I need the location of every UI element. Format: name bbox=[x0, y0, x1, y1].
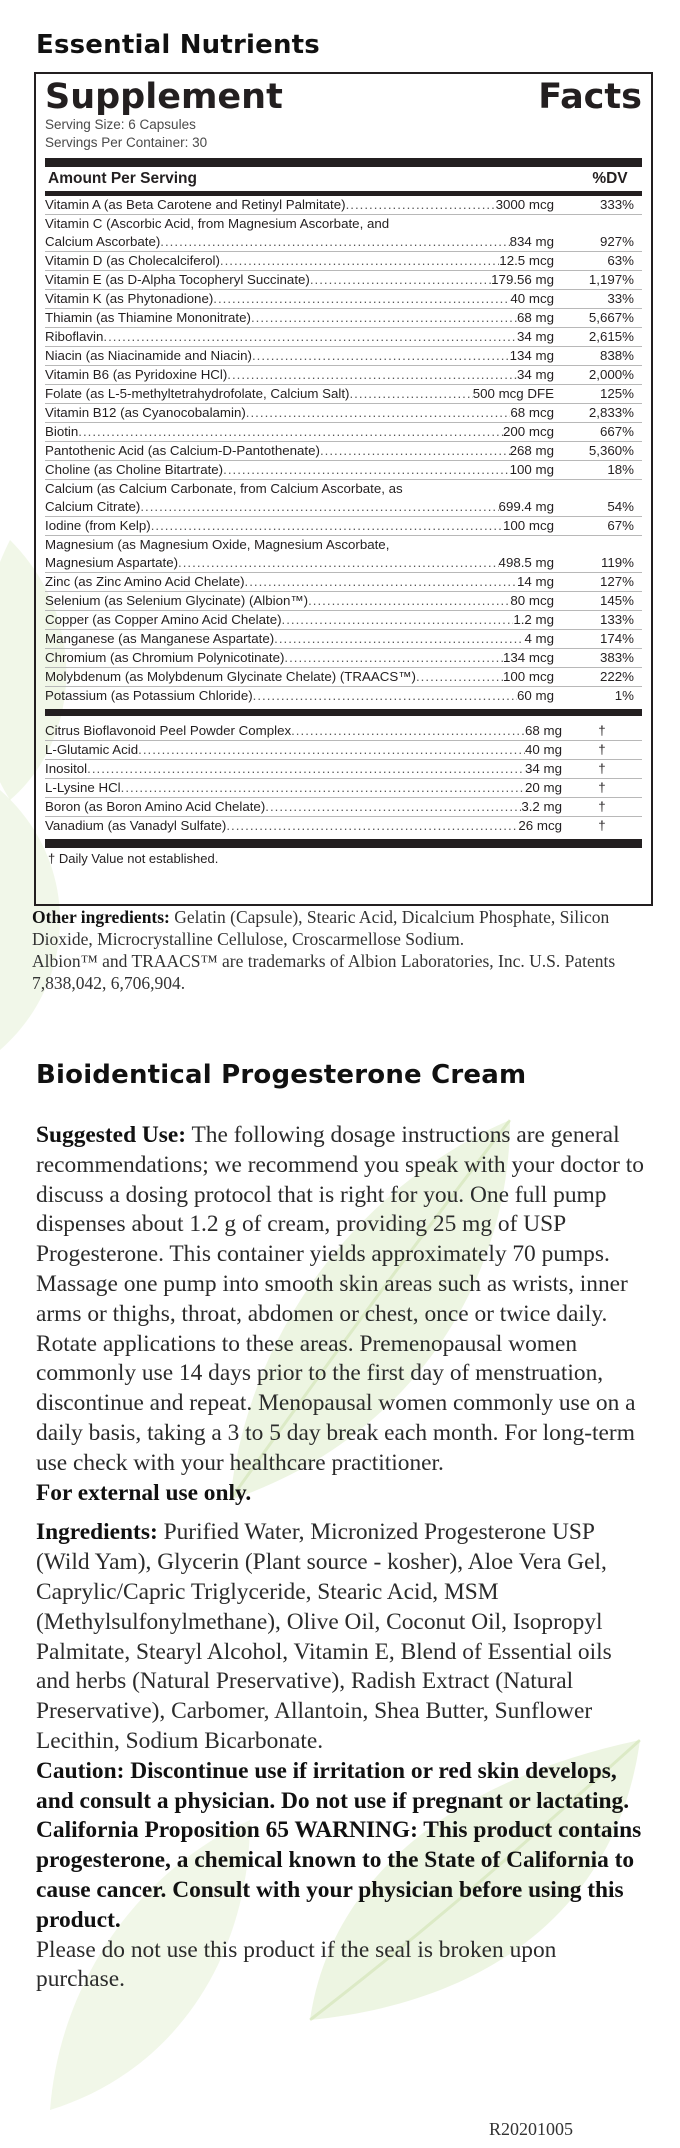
divider-thick bbox=[45, 158, 642, 167]
dot-leader bbox=[121, 779, 525, 797]
nutrient-row bbox=[45, 460, 642, 479]
nutrient-dv: † bbox=[598, 799, 606, 814]
nutrient-amount: 498.5 mg bbox=[498, 555, 554, 570]
nutrient-name-line: Vitamin B12 (as Cyanocobalamin) bbox=[45, 405, 246, 420]
nutrient-amount: 14 mg bbox=[517, 574, 554, 589]
nutrient-row bbox=[45, 516, 642, 535]
dot-leader bbox=[251, 309, 517, 327]
ingredients-text: Purified Water, Micronized Progesterone USP (Wild Yam), Glycerin (Plant source - kosher), Aloe Vera Gel, Caprylic/Capric Triglyceride, Stearic Acid, MSM (Methylsulfonylmethane), Olive Oil, Coconut Oil, Isopropyl Palmitate, Stearyl Alcohol, Vitamin E, Blend of Essential oils and herbs (Natural Preservative), Radish Extract (Natural Preservative), Carbomer, Allantoin, Shea Butter, Sunflower Lecithin, Sodium Bicarbonate. bbox=[36, 1519, 612, 1754]
nutrient-amount: 68 mcg bbox=[510, 405, 554, 420]
nutrient-name bbox=[45, 347, 252, 365]
nutrient-dv: 667% bbox=[599, 424, 634, 439]
nutrient-row-main bbox=[45, 517, 554, 535]
nutrient-row bbox=[45, 797, 642, 816]
nutrient-name-line: Vitamin D (as Cholecalciferol) bbox=[45, 253, 220, 268]
seal-notice: Please do not use this product if the seal is broken upon purchase. bbox=[36, 1936, 557, 1993]
nutrient-row bbox=[45, 308, 642, 327]
suggested-use-label: Suggested Use: bbox=[36, 1122, 187, 1148]
nutrient-row-main bbox=[45, 741, 562, 759]
nutrient-row-main bbox=[45, 611, 554, 629]
nutrient-name bbox=[45, 271, 310, 289]
nutrient-name bbox=[45, 517, 151, 535]
divider-bottom bbox=[45, 839, 642, 848]
nutrient-name-line: Choline (as Choline Bitartrate) bbox=[45, 462, 224, 477]
nutrient-row bbox=[45, 667, 642, 686]
nutrient-row-main bbox=[45, 592, 554, 610]
nutrient-name bbox=[45, 649, 284, 667]
nutrient-name bbox=[45, 687, 253, 705]
supplement-facts-panel bbox=[34, 72, 653, 906]
dot-leader bbox=[310, 271, 491, 289]
supplement-facts-title: Supplement Facts bbox=[45, 77, 642, 117]
nutrient-row bbox=[45, 346, 642, 365]
nutrient-name bbox=[45, 760, 87, 778]
nutrient-name-line: Citrus Bioflavonoid Peel Powder Complex bbox=[45, 723, 292, 738]
nutrient-dv: 18% bbox=[607, 462, 634, 477]
progesterone-cream-details bbox=[36, 1121, 650, 1995]
nutrient-name-line: L-Lysine HCl bbox=[45, 780, 121, 795]
nutrient-row-main bbox=[45, 722, 562, 740]
nutrient-name-line: Vitamin B6 (as Pyridoxine HCl) bbox=[45, 367, 228, 382]
ingredients-label: Ingredients: bbox=[36, 1519, 158, 1546]
dot-leader bbox=[220, 252, 499, 270]
other-ingredients-label: Other ingredients: bbox=[32, 907, 170, 927]
nutrient-row-main bbox=[45, 196, 554, 214]
nutrient-name-line: Molybdenum (as Molybdenum Glycinate Chelate) (TRAACS™) bbox=[45, 669, 416, 684]
other-ingredients-block bbox=[32, 906, 662, 994]
nutrient-row bbox=[45, 441, 642, 460]
nutrient-row bbox=[45, 816, 642, 835]
nutrient-name bbox=[45, 461, 223, 479]
dot-leader bbox=[103, 328, 517, 346]
nutrient-row-main bbox=[45, 573, 554, 591]
nutrient-dv: 222% bbox=[599, 669, 634, 684]
nutrient-dv: 1% bbox=[614, 688, 634, 703]
nutrient-row bbox=[45, 251, 642, 270]
nutrient-name-line: Vitamin C (Ascorbic Acid, from Magnesium Ascorbate, and bbox=[45, 216, 390, 231]
nutrient-name bbox=[45, 741, 138, 759]
nutrient-row-main bbox=[45, 760, 562, 778]
nutrient-amount: 68 mg bbox=[525, 723, 562, 738]
nutrient-dv: 5,667% bbox=[588, 310, 634, 325]
trademark-notice: Albion™ and TRAACS™ are trademarks of Albion Laboratories, Inc. U.S. Patents 7,838,042, 6,706,904. bbox=[32, 951, 616, 993]
suggested-use-paragraph bbox=[36, 1121, 650, 1479]
dot-leader bbox=[291, 722, 525, 740]
nutrient-name bbox=[45, 252, 220, 270]
nutrient-dv: 333% bbox=[599, 197, 634, 212]
nutrient-amount: 40 mg bbox=[525, 742, 562, 757]
nutrient-dv: 2,615% bbox=[588, 329, 634, 344]
nutrient-dv: † bbox=[598, 780, 606, 795]
dot-leader bbox=[246, 404, 511, 422]
divider-section bbox=[45, 709, 642, 716]
nutrient-name-line: Iodine (from Kelp) bbox=[45, 518, 151, 533]
nutrient-name-line: Thiamin (as Thiamine Mononitrate) bbox=[45, 310, 251, 325]
nutrient-row bbox=[45, 479, 642, 516]
nutrient-name-line: Riboflavin bbox=[45, 329, 104, 344]
nutrient-dv: 67% bbox=[607, 518, 634, 533]
nutrient-name-line: Biotin bbox=[45, 424, 79, 439]
nutrient-dv: † bbox=[598, 742, 606, 757]
servings-per-container: Servings Per Container: 30 bbox=[45, 135, 208, 150]
nutrient-name bbox=[45, 817, 226, 835]
nutrient-row bbox=[45, 196, 642, 214]
nutrient-amount: 3000 mcg bbox=[495, 197, 554, 212]
dot-leader bbox=[284, 649, 503, 667]
serving-size: Serving Size: 6 Capsules bbox=[45, 117, 196, 132]
nutrient-row-main bbox=[45, 779, 562, 797]
nutrient-row bbox=[45, 403, 642, 422]
nutrient-row-main bbox=[45, 442, 554, 460]
nutrient-name-line: Chromium (as Chromium Polynicotinate) bbox=[45, 650, 285, 665]
nutrient-dv: 2,833% bbox=[588, 405, 634, 420]
dot-leader bbox=[160, 233, 509, 251]
nutrient-amount: 3.2 mg bbox=[521, 799, 562, 814]
nutrient-name-first-line bbox=[45, 215, 554, 233]
dot-leader bbox=[346, 196, 496, 214]
dot-leader bbox=[282, 611, 514, 629]
nutrient-row-main bbox=[45, 649, 554, 667]
nutrient-name-line: L-Glutamic Acid bbox=[45, 742, 139, 757]
nutrient-dv: 119% bbox=[600, 555, 634, 570]
nutrient-name bbox=[45, 573, 245, 591]
nutrient-row-main bbox=[45, 798, 562, 816]
nutrient-name-line: Niacin (as Niacinamide and Niacin) bbox=[45, 348, 252, 363]
nutrient-row-main bbox=[45, 536, 554, 572]
nutrient-name-second-line bbox=[45, 498, 554, 516]
dot-leader bbox=[245, 573, 518, 591]
suggested-use-text: The following dosage instructions are general recommendations; we recommend you speak with your doctor to discuss a dosing protocol that is right for you. One full pump dispenses about 1.2 g of cream, providing 25 mg of USP Progesterone. This container yields approximately 70 pumps. Massage one pump into smooth skin areas such as wrists, inner arms or thighs, throat, abdomen or chest, once or twice daily. Rotate applications to these areas. Premenopausal women commonly use 14 days prior to the first day of menstruation, discontinue and repeat. Menopausal women commonly use on a daily basis, taking a 3 to 5 day break each month. For long-term use check with your healthcare practitioner. bbox=[36, 1122, 644, 1476]
nutrient-name-line-2: Calcium Citrate) bbox=[45, 499, 141, 514]
nutrient-dv: † bbox=[598, 723, 606, 738]
nutrient-row-main bbox=[45, 630, 554, 648]
label-code: R20201005 bbox=[489, 2119, 574, 2139]
nutrient-row-main bbox=[45, 385, 554, 403]
nutrient-row bbox=[45, 270, 642, 289]
nutrient-name bbox=[45, 630, 274, 648]
nutrient-name bbox=[45, 611, 282, 629]
nutrient-name bbox=[45, 385, 349, 403]
daily-value-footnote: † Daily Value not established. bbox=[48, 851, 219, 866]
nutrient-name bbox=[45, 290, 213, 308]
nutrient-dv: 383% bbox=[599, 650, 634, 665]
nutrient-dv: † bbox=[598, 761, 606, 776]
nutrient-name bbox=[45, 196, 346, 214]
dot-leader bbox=[78, 423, 503, 441]
nutrient-row-main bbox=[45, 687, 554, 705]
nutrient-name-first-line bbox=[45, 480, 554, 498]
nutrient-amount: 134 mcg bbox=[503, 650, 554, 665]
nutrient-row bbox=[45, 572, 642, 591]
header-amount-per-serving: Amount Per Serving bbox=[48, 170, 197, 187]
nutrient-dv: 54% bbox=[607, 499, 634, 514]
nutrient-name-line: Potassium (as Potassium Chloride) bbox=[45, 688, 253, 703]
caution-notice: Caution: Discontinue use if irritation or red skin develops, and consult a physician. Do not use if pregnant or lactating. bbox=[36, 1757, 630, 1814]
nutrient-dv: 838% bbox=[599, 348, 634, 363]
nutrient-name bbox=[45, 423, 78, 441]
nutrient-dv: 125% bbox=[599, 386, 634, 401]
nutrient-amount: 20 mg bbox=[525, 780, 562, 795]
nutrient-row bbox=[45, 610, 642, 629]
dot-leader bbox=[223, 461, 510, 479]
nutrient-row bbox=[45, 214, 642, 251]
dot-leader bbox=[213, 290, 510, 308]
nutrient-name-line: Copper (as Copper Amino Acid Chelate) bbox=[45, 612, 282, 627]
nutrient-amount: 500 mcg DFE bbox=[472, 386, 554, 401]
nutrient-row bbox=[45, 289, 642, 308]
nutrient-name-line: Selenium (as Selenium Glycinate) (Albion™) bbox=[45, 593, 309, 608]
nutrient-dv: 145% bbox=[599, 593, 634, 608]
dot-leader bbox=[226, 817, 518, 835]
dot-leader bbox=[274, 630, 524, 648]
nutrient-dv: 127% bbox=[599, 574, 634, 589]
nutrient-row-main bbox=[45, 271, 554, 289]
nutrient-row bbox=[45, 422, 642, 441]
nutrient-amount: 100 mcg bbox=[503, 518, 554, 533]
nutrient-amount: 834 mg bbox=[509, 234, 554, 249]
dot-leader bbox=[151, 517, 503, 535]
nutrient-list bbox=[45, 196, 642, 705]
nutrient-name bbox=[45, 404, 246, 422]
nutrient-name bbox=[45, 779, 121, 797]
nutrient-row-main bbox=[45, 423, 554, 441]
nutrient-name-second-line bbox=[45, 554, 554, 572]
section-title-progesterone-cream: Bioidentical Progesterone Cream bbox=[36, 1060, 527, 1090]
dot-leader bbox=[253, 687, 517, 705]
external-use-notice: For external use only. bbox=[36, 1479, 252, 1506]
nutrient-row-main bbox=[45, 290, 554, 308]
nutrient-amount: 4 mg bbox=[524, 631, 554, 646]
other-nutrient-list bbox=[45, 722, 642, 835]
nutrient-name-line: Inositol bbox=[45, 761, 88, 776]
nutrient-name-line: Zinc (as Zinc Amino Acid Chelate) bbox=[45, 574, 245, 589]
nutrient-row-main bbox=[45, 252, 554, 270]
nutrient-amount: 40 mcg bbox=[510, 291, 554, 306]
nutrient-amount: 34 mg bbox=[525, 761, 562, 776]
nutrient-amount: 34 mg bbox=[517, 329, 554, 344]
nutrient-amount: 100 mcg bbox=[503, 669, 554, 684]
nutrient-row-main bbox=[45, 309, 554, 327]
facts-header-row bbox=[45, 167, 642, 191]
nutrient-dv: 2,000% bbox=[588, 367, 634, 382]
nutrient-row-main bbox=[45, 404, 554, 422]
nutrient-dv: 63% bbox=[607, 253, 634, 268]
nutrient-amount: 34 mg bbox=[517, 367, 554, 382]
ingredients-paragraph bbox=[36, 1518, 650, 1756]
nutrient-name bbox=[45, 366, 227, 384]
nutrient-name-line: Magnesium (as Magnesium Oxide, Magnesium Ascorbate, bbox=[45, 537, 390, 552]
nutrient-amount: 68 mg bbox=[517, 310, 554, 325]
nutrient-amount: 12.5 mcg bbox=[499, 253, 554, 268]
nutrient-row-main bbox=[45, 817, 562, 835]
nutrient-row bbox=[45, 648, 642, 667]
dot-leader bbox=[308, 592, 510, 610]
nutrient-row bbox=[45, 629, 642, 648]
nutrient-amount: 80 mcg bbox=[510, 593, 554, 608]
dot-leader bbox=[227, 366, 517, 384]
dot-leader bbox=[138, 741, 525, 759]
nutrient-dv: 5,360% bbox=[588, 443, 634, 458]
header-dv: %DV bbox=[592, 170, 628, 187]
nutrient-name-first-line bbox=[45, 536, 554, 554]
nutrient-name bbox=[45, 309, 251, 327]
nutrient-dv: 927% bbox=[599, 234, 634, 249]
nutrient-name bbox=[45, 722, 291, 740]
nutrient-name bbox=[45, 592, 308, 610]
nutrient-amount: 699.4 mg bbox=[498, 499, 554, 514]
nutrient-amount: 268 mg bbox=[509, 443, 554, 458]
nutrient-row bbox=[45, 778, 642, 797]
nutrient-name-line-2: Calcium Ascorbate) bbox=[45, 234, 161, 249]
nutrient-amount: 179.56 mg bbox=[491, 272, 554, 287]
nutrient-row-main bbox=[45, 215, 554, 251]
nutrient-amount: 100 mg bbox=[509, 462, 554, 477]
nutrient-dv: † bbox=[598, 818, 606, 833]
nutrient-amount: 1.2 mg bbox=[513, 612, 554, 627]
nutrient-name-line: Calcium (as Calcium Carbonate, from Calcium Ascorbate, as bbox=[45, 481, 403, 496]
nutrient-row bbox=[45, 686, 642, 705]
dot-leader bbox=[87, 760, 525, 778]
nutrient-dv: 133% bbox=[599, 612, 634, 627]
nutrient-amount: 200 mcg bbox=[503, 424, 554, 439]
nutrient-row bbox=[45, 365, 642, 384]
nutrient-row bbox=[45, 759, 642, 778]
dot-leader bbox=[252, 347, 510, 365]
dot-leader bbox=[178, 554, 499, 572]
nutrient-amount: 26 mcg bbox=[518, 818, 562, 833]
nutrient-row bbox=[45, 384, 642, 403]
dot-leader bbox=[320, 442, 510, 460]
nutrient-row bbox=[45, 327, 642, 346]
other-ingredients-text: Gelatin (Capsule), Stearic Acid, Dicalcium Phosphate, Silicon Dioxide, Microcrystalline Cellulose, Croscarmellose Sodium. bbox=[32, 907, 610, 949]
nutrient-name bbox=[45, 798, 265, 816]
nutrient-row bbox=[45, 740, 642, 759]
prop65-warning: California Proposition 65 WARNING: This product contains progesterone, a chemical known to the State of California to cause cancer. Consult with your physician before using this product. bbox=[36, 1817, 642, 1933]
nutrient-dv: 33% bbox=[607, 291, 634, 306]
dot-leader bbox=[265, 798, 521, 816]
nutrient-name-line: Vitamin A (as Beta Carotene and Retinyl Palmitate) bbox=[45, 197, 346, 212]
nutrient-row-main bbox=[45, 366, 554, 384]
dot-leader bbox=[140, 498, 498, 516]
dot-leader bbox=[349, 385, 472, 403]
nutrient-amount: 60 mg bbox=[517, 688, 554, 703]
nutrient-name-line: Boron (as Boron Amino Acid Chelate) bbox=[45, 799, 266, 814]
nutrient-name-line-2: Magnesium Aspartate) bbox=[45, 555, 179, 570]
nutrient-name-line: Folate (as L-5-methyltetrahydrofolate, Calcium Salt) bbox=[45, 386, 350, 401]
nutrient-name-line: Manganese (as Manganese Aspartate) bbox=[45, 631, 275, 646]
nutrient-row-main bbox=[45, 328, 554, 346]
nutrient-row-main bbox=[45, 461, 554, 479]
nutrient-name bbox=[45, 668, 416, 686]
nutrient-dv: 174% bbox=[599, 631, 634, 646]
nutrient-amount: 134 mg bbox=[509, 348, 554, 363]
section-title-essential-nutrients: Essential Nutrients bbox=[36, 30, 320, 60]
nutrient-name-line: Vitamin E (as D-Alpha Tocopheryl Succinate) bbox=[45, 272, 310, 287]
nutrient-name bbox=[45, 328, 103, 346]
nutrient-row bbox=[45, 591, 642, 610]
nutrient-row bbox=[45, 535, 642, 572]
dot-leader bbox=[416, 668, 503, 686]
nutrient-name bbox=[45, 442, 320, 460]
nutrient-row-main bbox=[45, 480, 554, 516]
nutrient-name-second-line bbox=[45, 233, 554, 251]
nutrient-row bbox=[45, 722, 642, 740]
nutrient-name-line: Vanadium (as Vanadyl Sulfate) bbox=[45, 818, 227, 833]
nutrient-dv: 1,197% bbox=[588, 272, 634, 287]
nutrient-row-main bbox=[45, 347, 554, 365]
nutrient-name-line: Vitamin K (as Phytonadione) bbox=[45, 291, 214, 306]
nutrient-row-main bbox=[45, 668, 554, 686]
nutrient-name-line: Pantothenic Acid (as Calcium-D-Pantothenate) bbox=[45, 443, 320, 458]
